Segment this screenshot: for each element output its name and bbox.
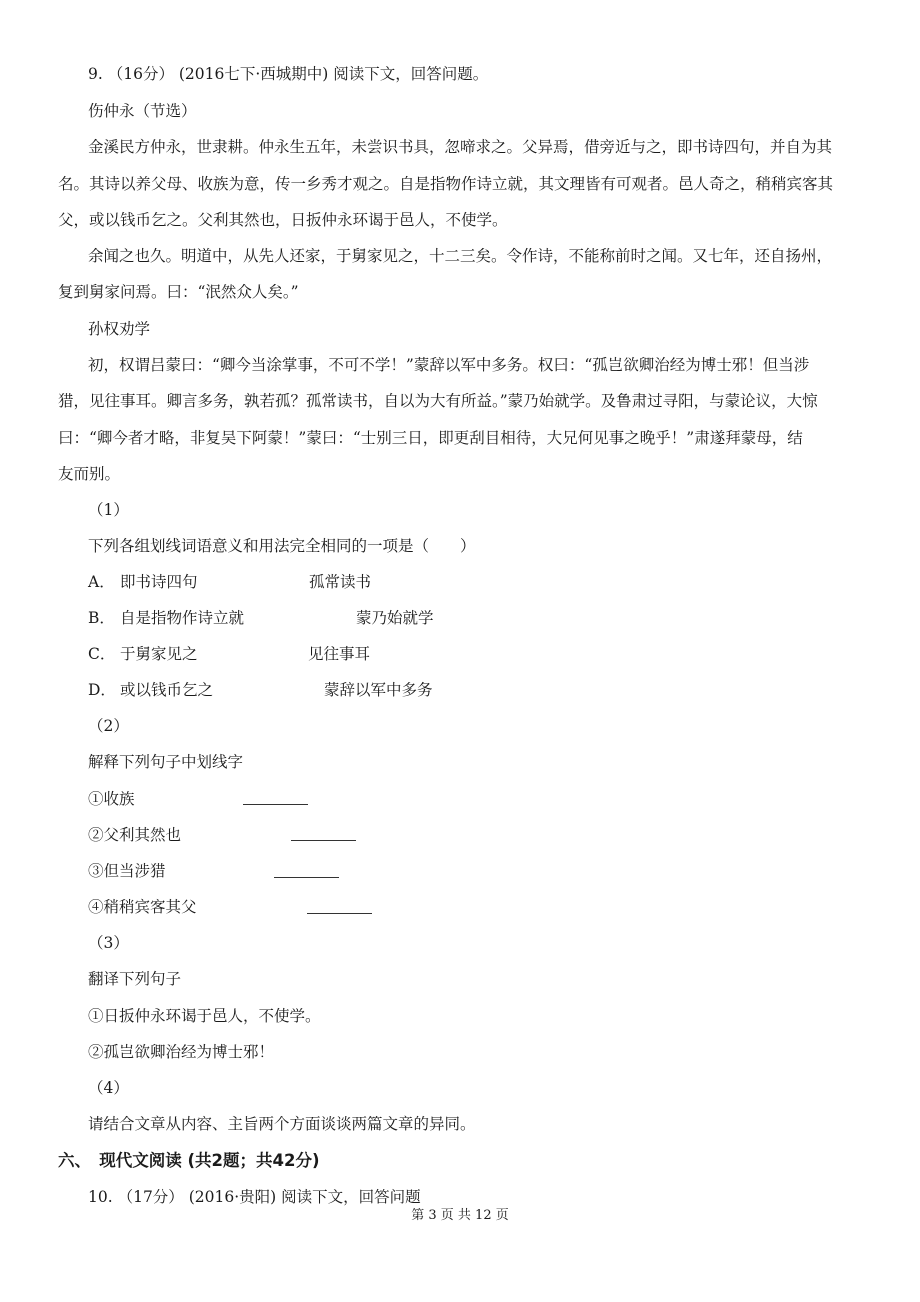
passage-2-line: 余闻之也久。明道中，从先人还家，于舅家见之，十二三矣。令作诗，不能称前时之闻。又七年，还自扬州， [88, 247, 833, 265]
passage-1-line: 名。其诗以养父母、收族为意，传一乡秀才观之。自是指物作诗立就，其文理皆有可观者。邑人奇之，稍稍宾客其 [58, 175, 834, 193]
option-a-left: 即书诗四句 [120, 573, 198, 591]
sub-question-3-stem: 翻译下列句子 [88, 970, 182, 988]
option-c-right: 见往事耳 [308, 645, 371, 663]
passage-3-line: 猎，见往事耳。卿言多务，孰若孤？孤常读书，自以为大有所益。”蒙乃始就学。及鲁肃过寻阳，与蒙论议，大惊 [58, 392, 818, 410]
sub-question-2-number: （2） [88, 717, 129, 735]
page-footer: 第 3 页 共 12 页 [411, 1208, 509, 1223]
explain-item-1: ①收族 [88, 790, 135, 808]
sub-question-1-number: （1） [88, 501, 129, 519]
option-d-right: 蒙辞以军中多务 [324, 681, 433, 699]
passage-1-line: 父，或以钱币乞之。父利其然也，日扳仲永环谒于邑人，不使学。 [58, 211, 508, 229]
explain-item-3: ③但当涉猎 [88, 862, 166, 880]
sub-question-4-number: （4） [88, 1079, 129, 1097]
passage-3-line: 友而别。 [58, 465, 121, 483]
explain-item-4: ④稍稍宾客其父 [88, 898, 197, 916]
option-c-letter[interactable]: C． [88, 645, 116, 663]
sub-question-1-stem: 下列各组划线词语意义和用法完全相同的一项是（ ） [88, 537, 476, 555]
passage-1-line: 金溪民方仲永，世隶耕。仲永生五年，未尝识书具，忽啼求之。父异焉，借旁近与之，即书诗四句，并自为其 [88, 138, 833, 156]
passage-title-sun-quan-quan-xue: 孙权劝学 [88, 320, 151, 338]
answer-blank[interactable] [291, 840, 356, 841]
answer-blank[interactable] [307, 913, 372, 914]
sub-question-4-stem: 请结合文章从内容、主旨两个方面谈谈两篇文章的异同。 [88, 1115, 476, 1133]
passage-title-shang-zhong-yong: 伤仲永（节选） [88, 102, 197, 120]
question-10-header: 10. （17分） (2016·贵阳) 阅读下文，回答问题 [88, 1188, 421, 1206]
option-b-letter[interactable]: B． [88, 609, 115, 627]
option-a-letter[interactable]: A． [88, 573, 115, 591]
option-b-right: 蒙乃始就学 [356, 609, 434, 627]
passage-3-line: 曰：“卿今者才略，非复吴下阿蒙！”蒙曰：“士别三日，即更刮目相待，大兄何见事之晚乎！”肃遂拜蒙母，结 [58, 429, 803, 447]
sub-question-3-number: （3） [88, 934, 129, 952]
question-9-header: 9. （16分） (2016七下·西城期中) 阅读下文，回答问题。 [88, 65, 489, 83]
option-d-letter[interactable]: D． [88, 681, 116, 699]
answer-blank[interactable] [274, 877, 339, 878]
passage-3-line: 初，权谓吕蒙曰：“卿今当涂掌事，不可不学！”蒙辞以军中多务。权曰：“孤岂欲卿治经为博士邪！但当涉 [88, 356, 810, 374]
sub-question-2-stem: 解释下列句子中划线字 [88, 753, 244, 771]
translate-item-2: ②孤岂欲卿治经为博士邪！ [88, 1043, 275, 1061]
option-c-left: 于舅家见之 [120, 645, 198, 663]
option-a-right: 孤常读书 [309, 573, 372, 591]
section-6-heading: 六、 现代文阅读 (共2题；共42分) [58, 1151, 320, 1170]
option-d-left: 或以钱币乞之 [120, 681, 214, 699]
passage-2-line: 复到舅家问焉。曰：“泯然众人矣。” [58, 283, 299, 301]
translate-item-1: ①日扳仲永环谒于邑人，不使学。 [88, 1007, 321, 1025]
answer-blank[interactable] [243, 804, 308, 805]
explain-item-2: ②父利其然也 [88, 826, 182, 844]
option-b-left: 自是指物作诗立就 [120, 609, 245, 627]
